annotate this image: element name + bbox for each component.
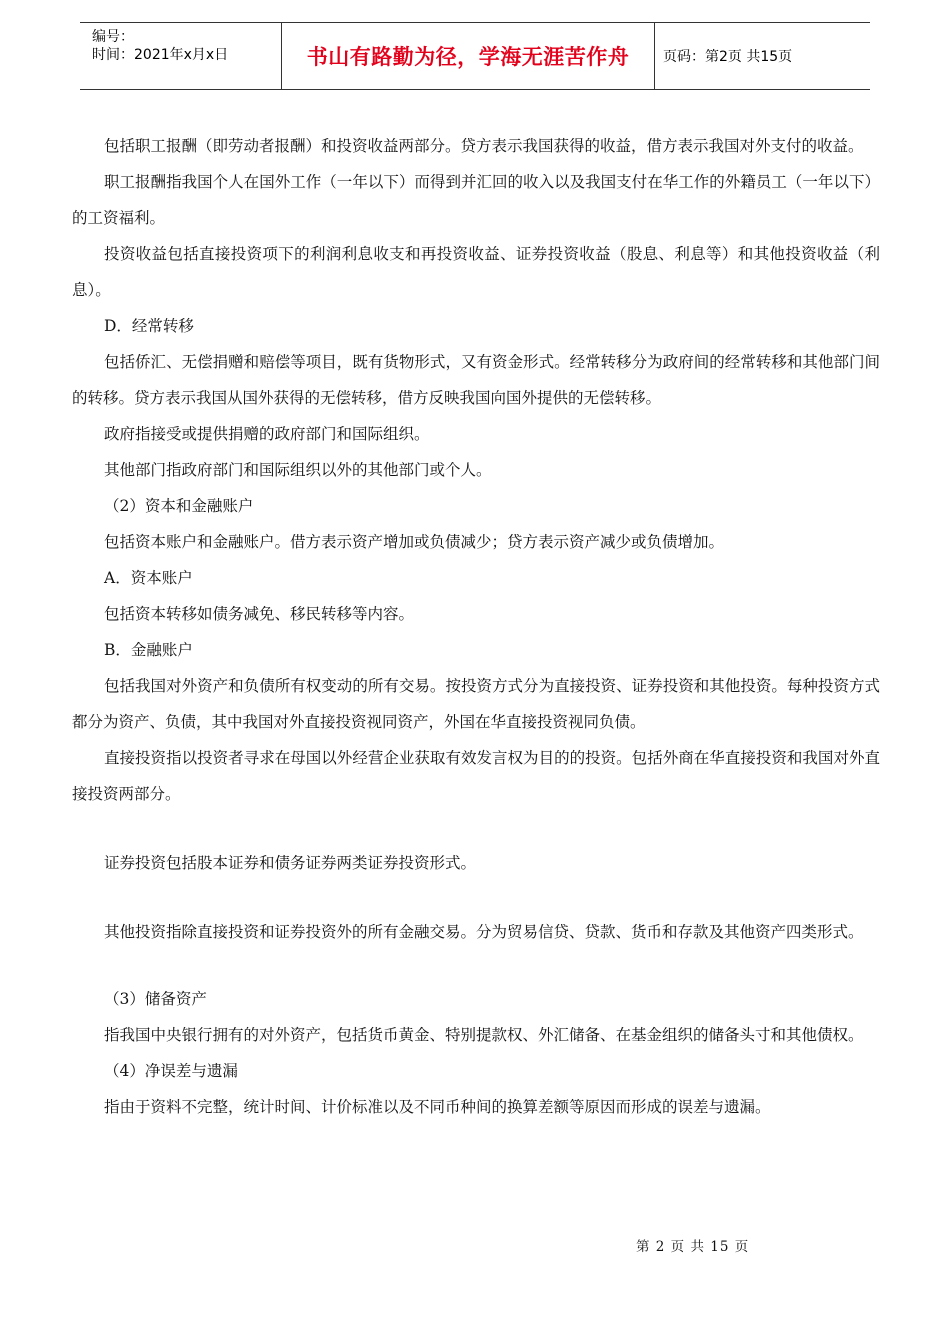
section-heading: （4）净误差与遗漏: [104, 1062, 238, 1080]
paragraph: 包括资本转移如债务减免、移民转移等内容。: [104, 605, 415, 623]
section-heading: （3）储备资产: [104, 990, 207, 1008]
paragraph: 直接投资指以投资者寻求在母国以外经营企业获取有效发言权为目的的投资。包括外商在华直接投资和我国对外直接投资两部分。: [72, 749, 880, 803]
paragraph: 指我国中央银行拥有的对外资产，包括货币黄金、特别提款权、外汇储备、在基金组织的储备头寸和其他债权。: [104, 1026, 864, 1044]
paragraph: 职工报酬指我国个人在国外工作（一年以下）而得到并汇回的收入以及我国支付在华工作的外籍员工（一年以下）的工资福利。: [72, 173, 880, 227]
document-number-label: 编号：: [92, 29, 134, 45]
header-page-info: 页码：第2页 共15页: [663, 49, 793, 65]
page-footer: 第 2 页 共 15 页: [636, 1239, 750, 1255]
page-header: [80, 22, 870, 90]
paragraph: 证券投资包括股本证券和债务证券两类证券投资形式。: [104, 854, 477, 872]
spacer: [72, 881, 880, 914]
document-body: [72, 128, 880, 1125]
section-heading: D．经常转移: [104, 317, 194, 335]
spacer: [72, 950, 880, 981]
header-meta: [80, 23, 282, 89]
section-heading: B．金融账户: [104, 641, 193, 659]
paragraph: 包括资本账户和金融账户。借方表示资产增加或负债减少；贷方表示资产减少或负债增加。: [104, 533, 725, 551]
section-heading: A．资本账户: [104, 569, 193, 587]
header-motto: 书山有路勤为径，学海无涯苦作舟: [282, 23, 655, 89]
paragraph: 政府指接受或提供捐赠的政府部门和国际组织。: [104, 425, 430, 443]
spacer: [72, 812, 880, 845]
paragraph: 包括职工报酬（即劳动者报酬）和投资收益两部分。贷方表示我国获得的收益，借方表示我国对外支付的收益。: [104, 137, 864, 155]
paragraph: 包括我国对外资产和负债所有权变动的所有交易。按投资方式分为直接投资、证券投资和其他投资。每种投资方式都分为资产、负债，其中我国对外直接投资视同资产，外国在华直接投资视同负债。: [72, 677, 880, 731]
paragraph: 其他部门指政府部门和国际组织以外的其他部门或个人。: [104, 461, 492, 479]
document-time-label: 时间：2021年x月x日: [92, 47, 229, 63]
paragraph: 投资收益包括直接投资项下的利润利息收支和再投资收益、证券投资收益（股息、利息等）和其他投资收益（利息）。: [72, 245, 880, 299]
paragraph: 包括侨汇、无偿捐赠和赔偿等项目，既有货物形式，又有资金形式。经常转移分为政府间的经常转移和其他部门间的转移。贷方表示我国从国外获得的无偿转移，借方反映我国向国外提供的无偿转移。: [72, 353, 880, 407]
section-heading: （2）资本和金融账户: [104, 497, 254, 515]
paragraph: 指由于资料不完整，统计时间、计价标准以及不同币种间的换算差额等原因而形成的误差与遗漏。: [104, 1098, 771, 1116]
paragraph: 其他投资指除直接投资和证券投资外的所有金融交易。分为贸易信贷、贷款、货币和存款及其他资产四类形式。: [104, 923, 864, 941]
